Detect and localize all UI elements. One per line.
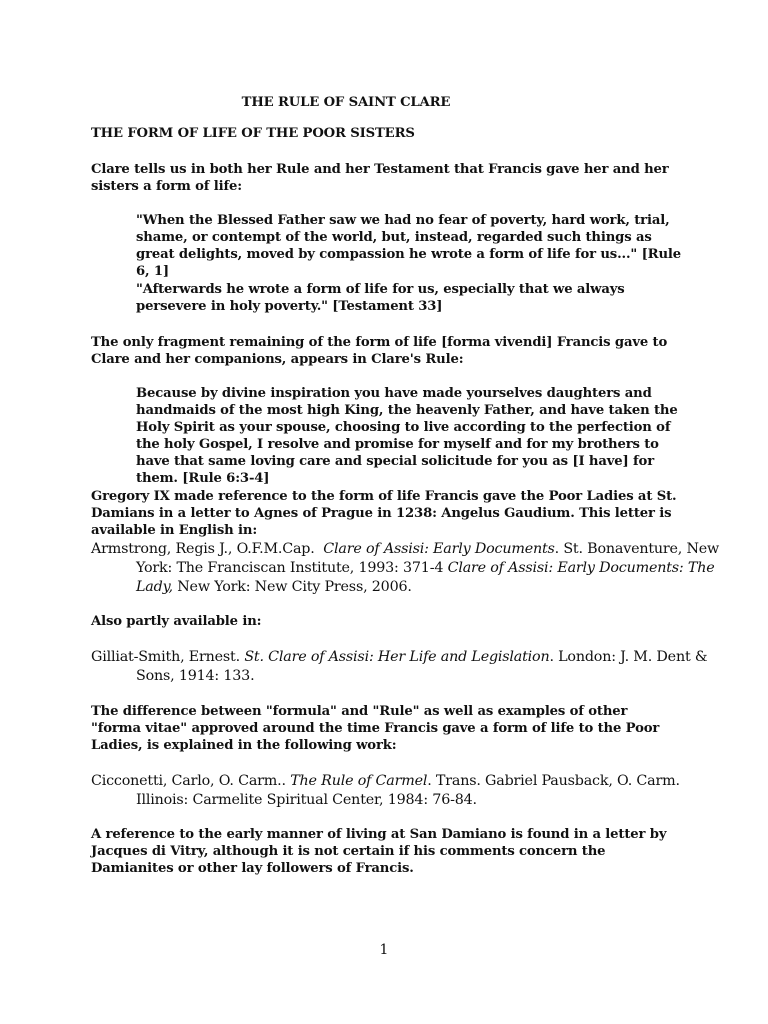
fragment-paragraph: The only fragment remaining of the form of life [forma vivendi] Francis gave to Clare and her companions, appears in Clare's Rule:: [91, 335, 668, 367]
ref-title: The Rule of Carmel: [290, 773, 428, 789]
page-number: 1: [379, 942, 389, 958]
gregory-paragraph: Gregory IX made reference to the form of life Francis gave the Poor Ladies at St. Damians in a letter to Agnes of Prague in 1238: Angelus Gaudium. This letter is available in English in:: [91, 489, 677, 538]
ref-author: Cicconetti, Carlo, O. Carm..: [91, 773, 286, 789]
quote-rule-6-3-4: Because by divine inspiration you have made yourselves daughters and handmaids of the most high King, the heavenly Father, and have taken the Holy Spirit as your spouse, choosing to live according to the perfection of the holy Gospel, I resolve and promise for myself and for my brothers to have that same loving care and special solicitude for you as [I have] for them. [Rule 6:3-4]: [136, 386, 678, 486]
ref-author: Armstrong, Regis J., O.F.M.Cap.: [91, 541, 315, 557]
ref-title: Clare of Assisi: Early Documents: The Lady,: [136, 560, 715, 595]
reference-gilliat-smith: [91, 648, 726, 686]
document-title: THE RULE OF SAINT CLARE: [241, 95, 451, 110]
vitry-paragraph: A reference to the early manner of living at San Damiano is found in a letter by Jacques di Vitry, although it is not certain if his comments concern the Damianites or other lay followers of Francis.: [91, 827, 667, 876]
ref-publisher: . St. Bonaventure, New York: The Franciscan Institute, 1993: 371-4: [136, 541, 720, 576]
ref-publisher: New York: New City Press, 2006.: [172, 579, 412, 595]
ref-title: Clare of Assisi: Early Documents: [323, 541, 555, 557]
reference-armstrong: [91, 540, 726, 597]
ref-title: St. Clare of Assisi: Her Life and Legislation: [244, 649, 550, 665]
quote-testament-33: "Afterwards he wrote a form of life for us, especially that we always persevere in holy poverty." [Testament 33]: [136, 282, 625, 314]
ref-publisher: . Trans. Gabriel Pausback, O. Carm. Illinois: Carmelite Spiritual Center, 1984: 76-84.: [136, 773, 680, 808]
formula-paragraph: The difference between "formula" and "Rule" as well as examples of other "forma vitae" approved around the time Francis gave a form of life to the Poor Ladies, is explained in the following work:: [91, 704, 660, 753]
partly-available-paragraph: Also partly available in:: [91, 614, 262, 629]
ref-publisher: . London: J. M. Dent & Sons, 1914: 133.: [136, 649, 708, 684]
reference-cicconetti: [91, 772, 726, 810]
intro-paragraph: Clare tells us in both her Rule and her Testament that Francis gave her and her sisters a form of life:: [91, 162, 669, 194]
quote-rule-6-1: "When the Blessed Father saw we had no fear of poverty, hard work, trial, shame, or contempt of the world, but, instead, regarded such things as great delights, moved by compassion he wrote a form of life for us..." [Rule 6, 1]: [136, 213, 682, 279]
ref-author: Gilliat-Smith, Ernest.: [91, 649, 240, 665]
section-heading: THE FORM OF LIFE OF THE POOR SISTERS: [91, 126, 415, 141]
